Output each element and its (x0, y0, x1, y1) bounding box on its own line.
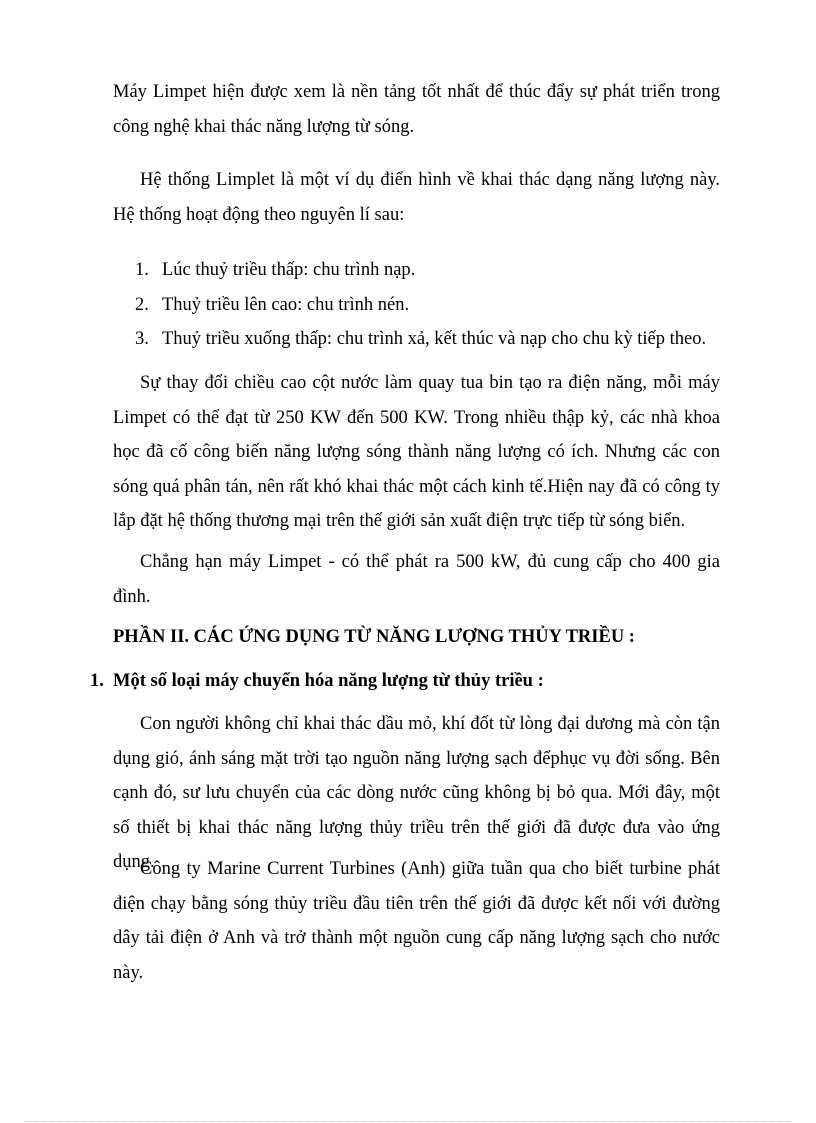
subsection-heading (90, 664, 720, 699)
paragraph-limpet-intro: Máy Limpet hiện được xem là nền tảng tốt nhất để thúc đẩy sự phát triển trong công nghệ khai thác năng lượng từ sóng. (113, 82, 720, 137)
list-item-text: Lúc thuỷ triều thấp: chu trình nạp. (162, 260, 416, 280)
paragraph-limpet-example: Chẳng hạn máy Limpet - có thể phát ra 500 kW, đủ cung cấp cho 400 gia đình. (113, 552, 720, 607)
section-heading: PHẦN II. CÁC ỨNG DỤNG TỪ NĂNG LƯỢNG THỦY TRIỀU : (113, 627, 635, 647)
page-bottom-rule (24, 1121, 792, 1122)
list-item (113, 253, 720, 288)
list-item-text: Thuỷ triều lên cao: chu trình nén. (162, 294, 410, 315)
list-item (113, 288, 720, 323)
list-item (113, 322, 720, 357)
list-item-number: 1. (135, 260, 149, 280)
list-item-number: 2. (135, 294, 149, 315)
paragraph-marine-current: Công ty Marine Current Turbines (Anh) giữa tuần qua cho biết turbine phát điện chạy bằng sóng thủy triều đầu tiên trên thế giới đã được kết nối với đường dây tải điện ở Anh và trở thành một nguồn cung cấp năng lượng sạch cho nước này. (113, 859, 720, 983)
tidal-cycle-steps-list (113, 253, 720, 357)
subsection-number: 1. (90, 671, 104, 691)
subsection-title: Một số loại máy chuyển hóa năng lượng từ thủy triều : (113, 671, 544, 691)
list-item-number: 3. (135, 329, 149, 349)
list-item-text: Thuỷ triều xuống thấp: chu trình xả, kết thúc và nạp cho chu kỳ tiếp theo. (162, 329, 707, 349)
paragraph-tidal-intro: Con người không chỉ khai thác dầu mỏ, khí đốt từ lòng đại dương mà còn tận dụng gió, ánh sáng mặt trời tạo nguồn năng lượng sạch đểphục vụ đời sống. Bên cạnh đó, sư lưu chuyển của các dòng nước cũng không bị bỏ qua. Mới đây, một số thiết bị khai thác năng lượng thủy triều trên thế giới đã được đưa vào ứng dụng. (113, 714, 720, 872)
paragraph-limpet-output: Sự thay đổi chiều cao cột nước làm quay tua bin tạo ra điện năng, mỗi máy Limpet có thể đạt từ 250 KW đến 500 KW. Trong nhiều thập kỷ, các nhà khoa học đã cố công biến năng lượng sóng thành năng lượng có ích. Nhưng các con sóng quá phân tán, nên rất khó khai thác một cách kinh tế.Hiện nay đã có công ty lắp đặt hệ thống thương mại trên thế giới sản xuất điện trực tiếp từ sóng biển. (113, 373, 720, 531)
paragraph-limplet-system: Hệ thống Limplet là một ví dụ điển hình về khai thác dạng năng lượng này. Hệ thống hoạt động theo nguyên lí sau: (113, 170, 720, 225)
